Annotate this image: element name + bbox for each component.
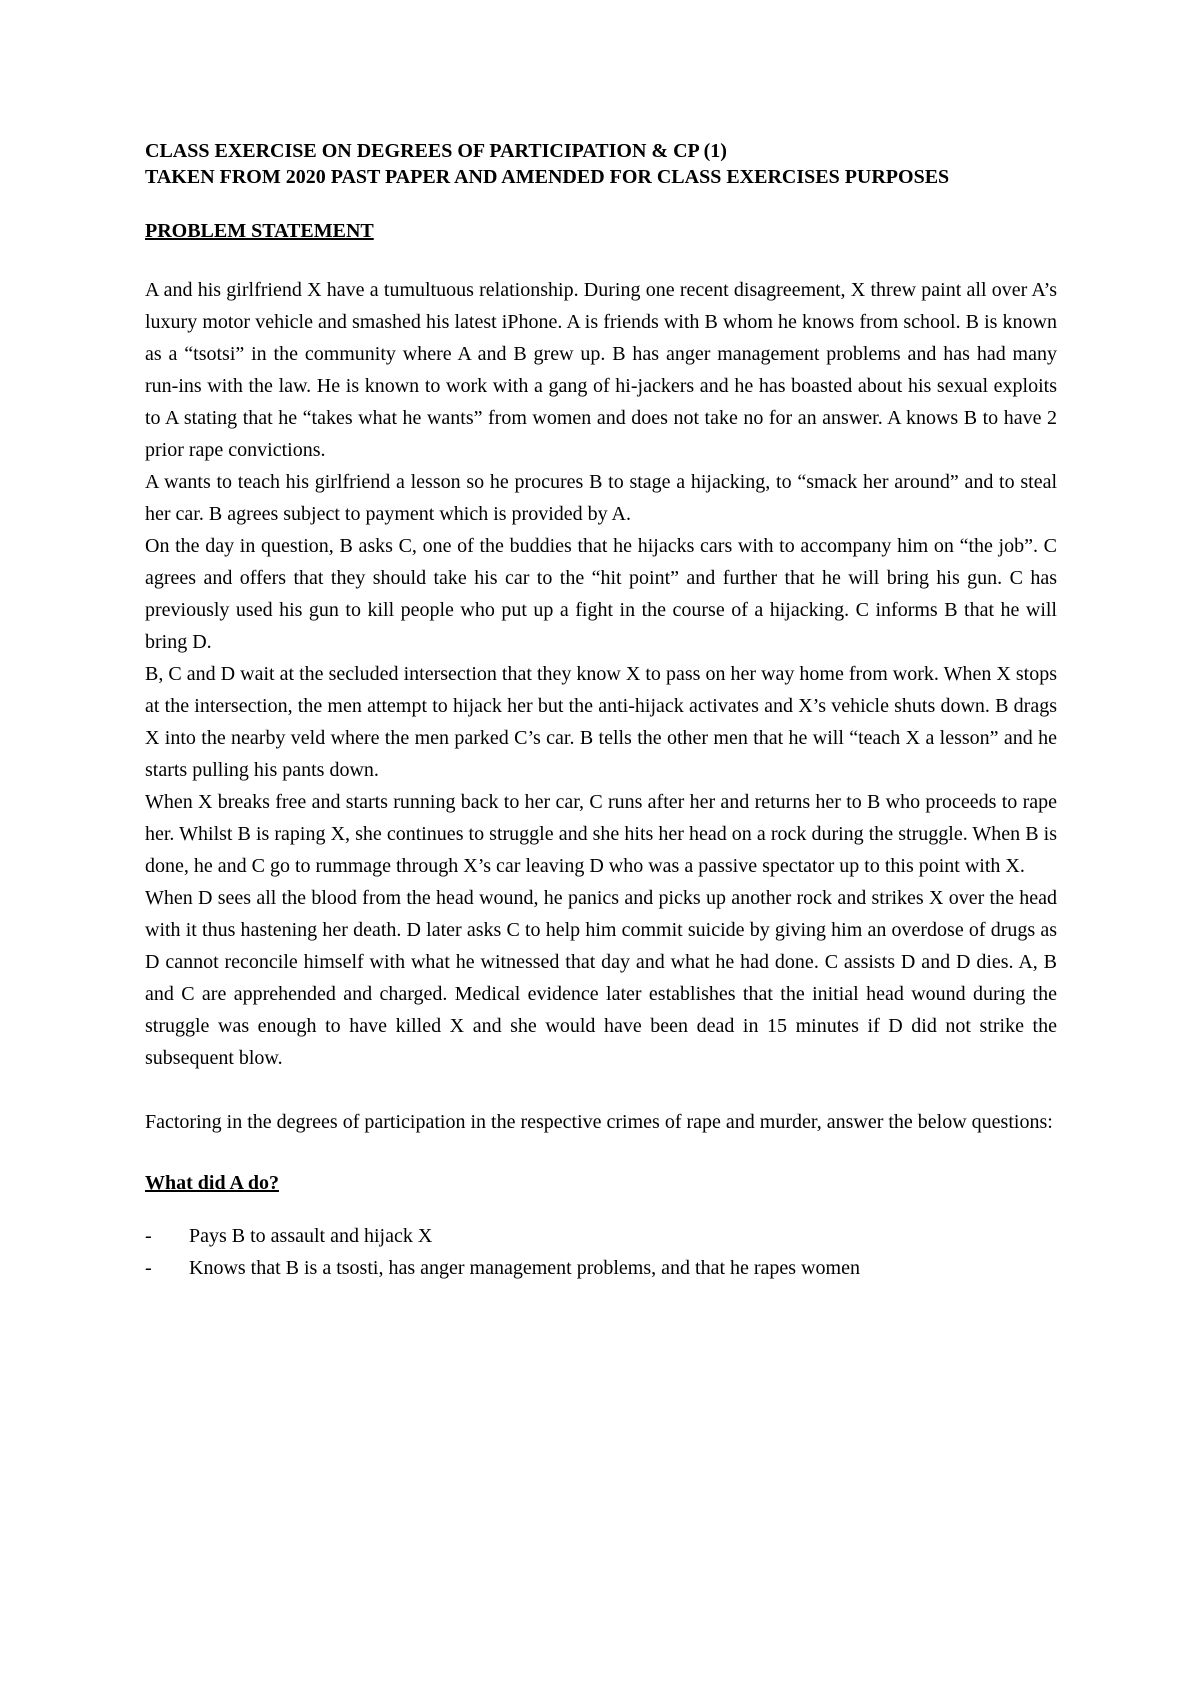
bullet-text: Pays B to assault and hijack X: [189, 1225, 433, 1247]
problem-statement-body: [145, 274, 1057, 1074]
document-title: [145, 138, 1057, 190]
title-line-2: TAKEN FROM 2020 PAST PAPER AND AMENDED FOR CLASS EXERCISES PURPOSES: [145, 166, 950, 188]
problem-paragraph-1: A and his girlfriend X have a tumultuous relationship. During one recent disagreement, X threw paint all over A’s luxury motor vehicle and smashed his latest iPhone. A is friends with B whom he knows from school. B is known as a “tsotsi” in the community where A and B grew up. B has anger management problems and has had many run-ins with the law. He is known to work with a gang of hi-jackers and he has boasted about his sexual exploits to A stating that he “takes what he wants” from women and does not take no for an answer. A knows B to have 2 prior rape convictions.: [145, 279, 1057, 461]
problem-paragraph-2: A wants to teach his girlfriend a lesson so he procures B to stage a hijacking, to “smack her around” and to steal her car. B agrees subject to payment which is provided by A.: [145, 471, 1057, 525]
bullet-text: Knows that B is a tsosti, has anger management problems, and that he rapes women: [189, 1257, 860, 1279]
problem-paragraph-3: On the day in question, B asks C, one of the buddies that he hijacks cars with to accompany him on “the job”. C agrees and offers that they should take his car to the “hit point” and further that he will bring his gun. C has previously used his gun to kill people who put up a fight in the course of a hijacking. C informs B that he will bring D.: [145, 535, 1057, 653]
bullet-dash: -: [145, 1225, 152, 1247]
problem-paragraph-4: B, C and D wait at the secluded intersection that they know X to pass on her way home from work. When X stops at the intersection, the men attempt to hijack her but the anti-hijack activates and X’s vehicle shuts down. B drags X into the nearby veld where the men parked C’s car. B tells the other men that he will “teach X a lesson” and he starts pulling his pants down.: [145, 663, 1057, 781]
document-content: [145, 138, 1057, 1284]
list-item: [145, 1252, 1057, 1284]
answer-bullet-list: [145, 1220, 1057, 1284]
title-line-1: CLASS EXERCISE ON DEGREES OF PARTICIPATION & CP (1): [145, 140, 727, 162]
bullet-dash: -: [145, 1257, 152, 1279]
question-heading: What did A do?: [145, 1172, 279, 1194]
problem-statement-heading: PROBLEM STATEMENT: [145, 220, 374, 242]
problem-paragraph-6: When D sees all the blood from the head wound, he panics and picks up another rock and strikes X over the head with it thus hastening her death. D later asks C to help him commit suicide by giving him an overdose of drugs as D cannot reconcile himself with what he witnessed that day and what he had done. C assists D and D dies. A, B and C are apprehended and charged. Medical evidence later establishes that the initial head wound during the struggle was enough to have killed X and she would have been dead in 15 minutes if D did not strike the subsequent blow.: [145, 887, 1057, 1069]
problem-paragraph-5: When X breaks free and starts running back to her car, C runs after her and returns her to B who proceeds to rape her. Whilst B is raping X, she continues to struggle and she hits her head on a rock during the struggle. When B is done, he and C go to rummage through X’s car leaving D who was a passive spectator up to this point with X.: [145, 791, 1057, 877]
closing-instruction: Factoring in the degrees of participation in the respective crimes of rape and murder, answer the below questions:: [145, 1111, 1053, 1133]
list-item: [145, 1220, 1057, 1252]
